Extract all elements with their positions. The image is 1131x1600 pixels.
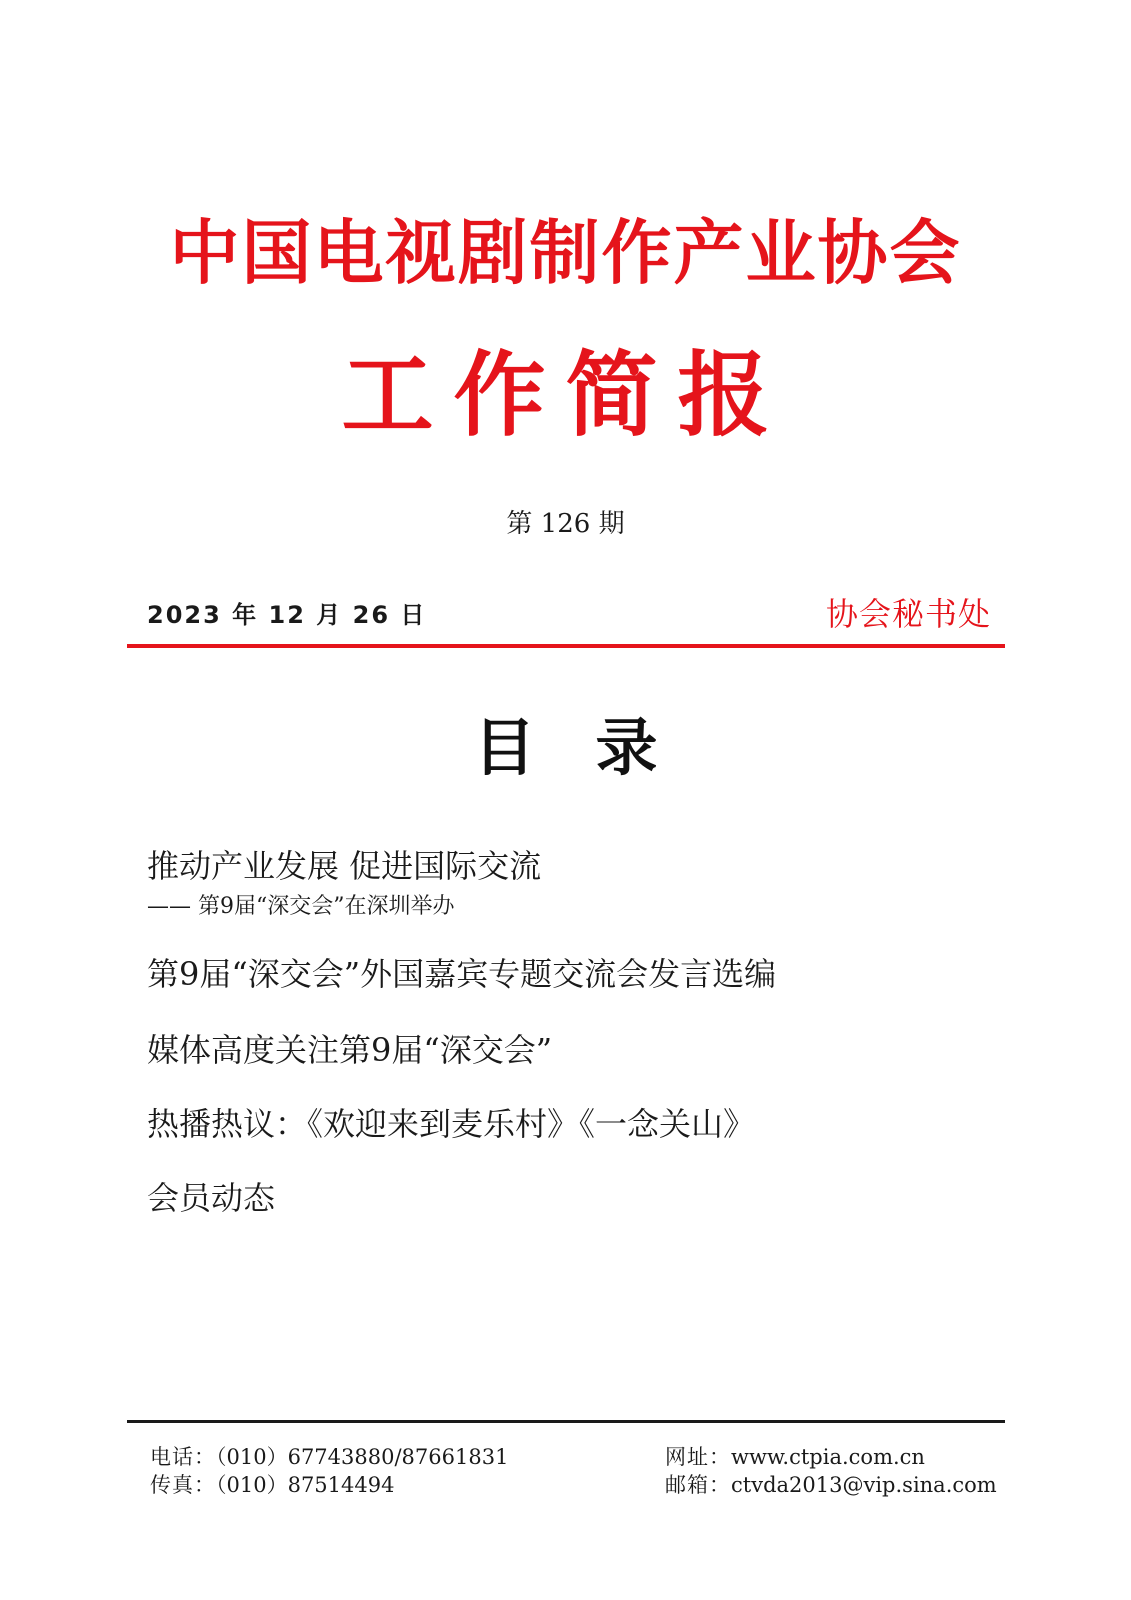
contact-email xyxy=(665,1472,997,1499)
toc-item-title: 推动产业发展 促进国际交流 xyxy=(147,847,542,885)
fax-value: （010）87514494 xyxy=(216,1473,395,1497)
toc-item-title: 会员动态 xyxy=(147,1179,276,1217)
website-value: www.ctpia.com.cn xyxy=(731,1445,925,1469)
issuer: 协会秘书处 xyxy=(825,595,991,633)
email-label: 邮箱： xyxy=(665,1473,731,1497)
fax-label: 传真： xyxy=(150,1473,216,1497)
contact-website xyxy=(665,1444,925,1471)
toc-heading: 目录 xyxy=(473,711,718,784)
contact-phone xyxy=(150,1444,508,1471)
toc-item xyxy=(147,1104,1007,1144)
toc-item xyxy=(147,1030,1007,1070)
toc-list xyxy=(147,846,1007,1218)
toc-item xyxy=(147,846,1007,922)
issue-number: 第 126 期 xyxy=(506,509,625,539)
email-value: ctvda2013@vip.sina.com xyxy=(731,1473,997,1497)
toc-item-title: 热播热议：《欢迎来到麦乐村》《一念关山》 xyxy=(147,1105,756,1143)
bulletin-title: 工作简报 xyxy=(341,341,790,449)
phone-label: 电话： xyxy=(150,1445,216,1469)
phone-value: （010）67743880/87661831 xyxy=(216,1445,509,1469)
footer-divider xyxy=(127,1420,1005,1423)
toc-item xyxy=(147,1178,1007,1218)
toc-item-title: 第9届“深交会”外国嘉宾专题交流会发言选编 xyxy=(147,955,777,993)
header-divider xyxy=(127,644,1005,648)
toc-item xyxy=(147,954,1007,994)
contact-fax xyxy=(150,1472,394,1499)
toc-item-subtitle: —— 第9届“深交会”在深圳举办 xyxy=(147,894,455,919)
website-label: 网址： xyxy=(665,1445,731,1469)
publish-date: 2023 年 12 月 26 日 xyxy=(147,601,427,629)
toc-item-title: 媒体高度关注第9届“深交会” xyxy=(147,1031,553,1069)
organization-title: 中国电视剧制作产业协会 xyxy=(169,211,962,294)
